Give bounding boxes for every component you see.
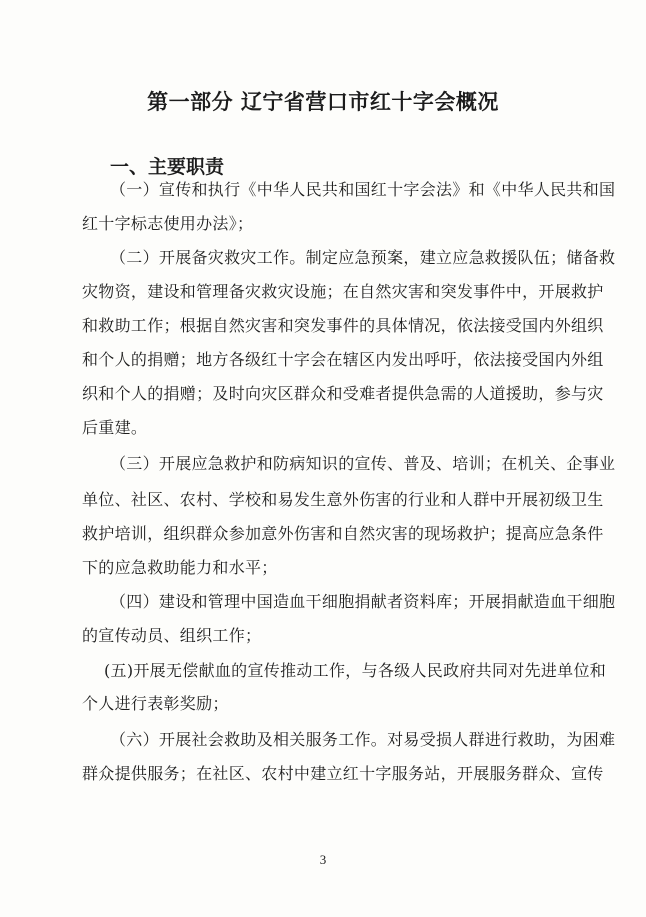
section-heading: 一、主要职责 [110,156,225,178]
text-line: 灾物资，建设和管理备灾救灾设施；在自然灾害和突发事件中，开展救护 [82,282,604,301]
text-line: 的宣传动员、组织工作； [82,626,262,645]
text-line: 个人进行表彰奖励； [82,694,229,713]
text-line: （一）宣传和执行《中华人民共和国红十字会法》和《中华人民共和国 [110,180,616,199]
text-line: (五)开展无偿献血的宣传推动工作，与各级人民政府共同对先进单位和 [104,661,607,680]
text-line: 织和个人的捐赠；及时向灾区群众和受难者提供急需的人道援助，参与灾 [82,384,604,403]
text-line: 救护培训，组织群众参加意外伤害和自然灾害的现场救护；提高应急条件 [82,524,604,543]
text-line: 群众提供服务；在社区、农村中建立红十字服务站，开展服务群众、宣传 [82,764,604,783]
text-line: （四）建设和管理中国造血干细胞捐献者资料库；开展捐献造血干细胞 [110,592,616,611]
text-line: 单位、社区、农村、学校和易发生意外伤害的行业和人群中开展初级卫生 [82,490,604,509]
page-number: 3 [319,852,327,867]
text-line: 红十字标志使用办法》； [82,214,254,233]
text-line: （三）开展应急救护和防病知识的宣传、普及、培训；在机关、企事业 [110,454,616,473]
text-line: （六）开展社会救助及相关服务工作。对易受损人群进行救助，为困难 [110,730,616,749]
text-line: 和个人的捐赠；地方各级红十字会在辖区内发出呼吁，依法接受国内外组 [82,350,604,369]
text-line: 和救助工作；根据自然灾害和突发事件的具体情况，依法接受国内外组织 [82,316,604,335]
text-line: （二）开展备灾救灾工作。制定应急预案，建立应急救援队伍；储备救 [110,248,616,267]
text-line: 后重建。 [82,418,148,437]
page-title: 第一部分 辽宁省营口市红十字会概况 [147,90,499,114]
text-line: 下的应急救助能力和水平； [82,558,278,577]
